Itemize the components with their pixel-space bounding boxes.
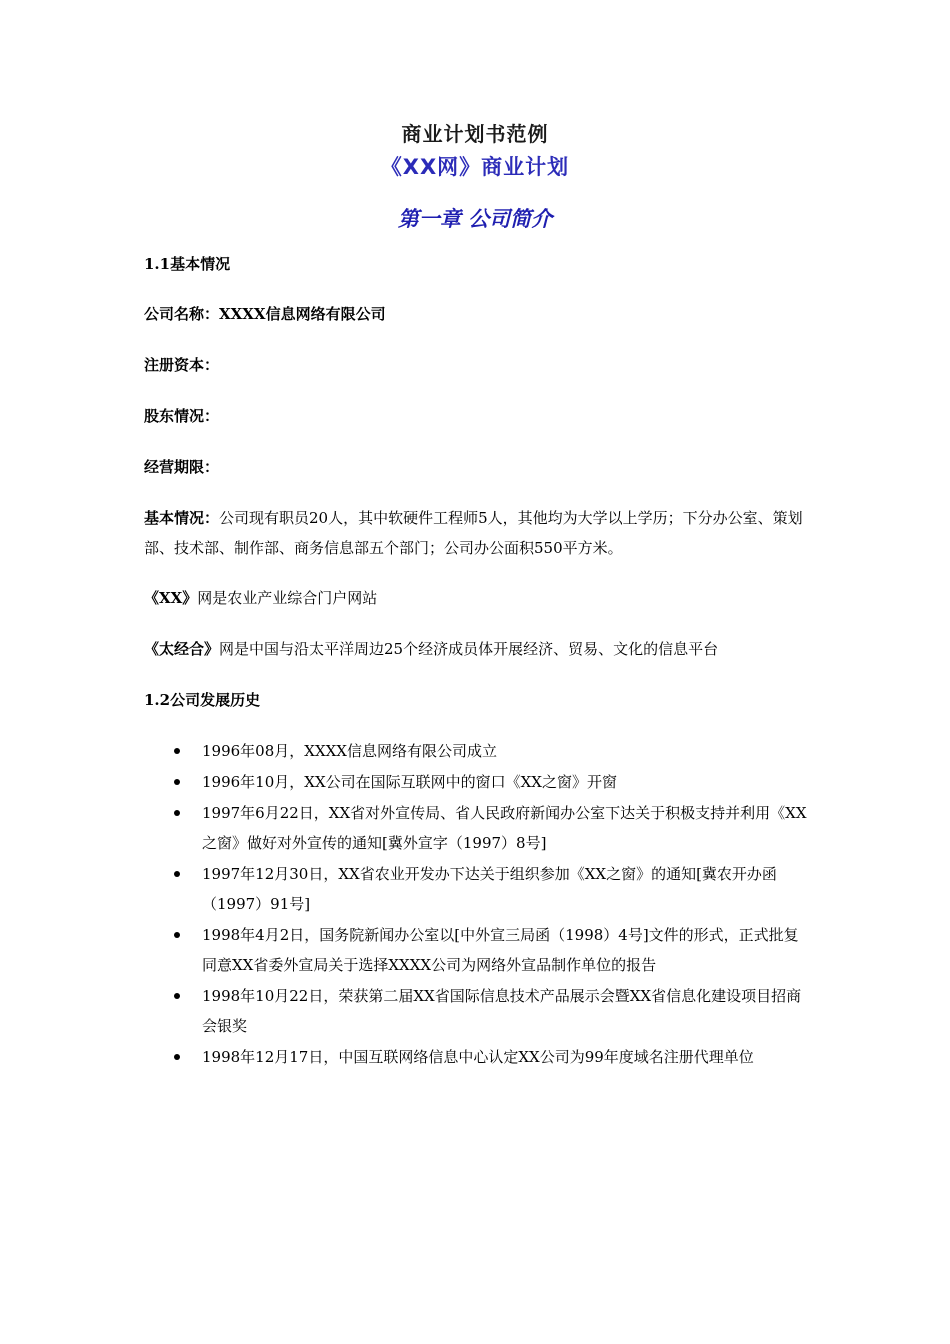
bullet-icon xyxy=(174,748,180,754)
term-label: 经营期限： xyxy=(144,458,220,476)
company-name-label: 公司名称： xyxy=(144,305,220,323)
list-item xyxy=(144,920,809,980)
bullet-icon xyxy=(174,993,180,999)
list-item xyxy=(144,736,809,766)
list-item-text: 1998年10月22日，荣获第二届XX省国际信息技术产品展示会暨XX省信息化建设项目招商会银奖 xyxy=(202,987,802,1035)
document-title: 商业计划书范例 xyxy=(401,122,549,146)
list-item xyxy=(144,981,809,1041)
site2-name: 《太经合》 xyxy=(144,640,220,658)
bullet-icon xyxy=(174,871,180,877)
bullet-icon xyxy=(174,779,180,785)
list-item xyxy=(144,798,809,858)
list-item xyxy=(144,767,809,797)
shareholders-label: 股东情况： xyxy=(144,407,220,425)
company-name-value: XXXX信息网络有限公司 xyxy=(219,305,386,323)
document-subtitle: 《XX网》商业计划 xyxy=(380,155,570,179)
site2-text: 网是中国与沿太平洋周边25个经济成员体开展经济、贸易、文化的信息平台 xyxy=(219,640,719,658)
list-item xyxy=(144,859,809,919)
list-item-text: 1998年4月2日，国务院新闻办公室以[中外宣三局函（1998）4号]文件的形式，正式批复同意XX省委外宣局关于选择XXXX公司为网络外宣品制作单位的报告 xyxy=(202,926,799,974)
list-item-text: 1997年6月22日，XX省对外宣传局、省人民政府新闻办公室下达关于积极支持并利用《XX之窗》做好对外宣传的通知[冀外宣字（1997）8号] xyxy=(202,804,807,852)
list-item xyxy=(144,1042,809,1072)
site1-name: 《XX》 xyxy=(144,589,198,607)
site2-line xyxy=(144,634,809,664)
chapter-heading: 第一章 公司简介 xyxy=(397,207,553,231)
section-heading-history: 1.2公司发展历史 xyxy=(144,691,261,709)
company-name-line xyxy=(144,299,809,329)
list-item-text: 1996年10月，XX公司在国际互联网中的窗口《XX之窗》开窗 xyxy=(202,773,617,791)
basic-info-label: 基本情况： xyxy=(144,509,220,527)
bullet-icon xyxy=(174,932,180,938)
site1-line xyxy=(144,583,809,613)
section-heading-basic: 1.1基本情况 xyxy=(144,255,231,273)
history-list xyxy=(144,736,809,1073)
list-item-text: 1998年12月17日，中国互联网络信息中心认定XX公司为99年度域名注册代理单位 xyxy=(202,1048,754,1066)
basic-info-paragraph xyxy=(144,503,809,563)
list-item-text: 1997年12月30日，XX省农业开发办下达关于组织参加《XX之窗》的通知[冀农开办函（1997）91号] xyxy=(202,865,777,913)
basic-info-text: 公司现有职员20人，其中软硬件工程师5人，其他均为大学以上学历；下分办公室、策划部、技术部、制作部、商务信息部五个部门；公司办公面积550平方米。 xyxy=(144,509,803,557)
bullet-icon xyxy=(174,810,180,816)
list-item-text: 1996年08月，XXXX信息网络有限公司成立 xyxy=(202,742,497,760)
site1-text: 网是农业产业综合门户网站 xyxy=(197,589,378,607)
capital-label: 注册资本： xyxy=(144,356,220,374)
bullet-icon xyxy=(174,1054,180,1060)
